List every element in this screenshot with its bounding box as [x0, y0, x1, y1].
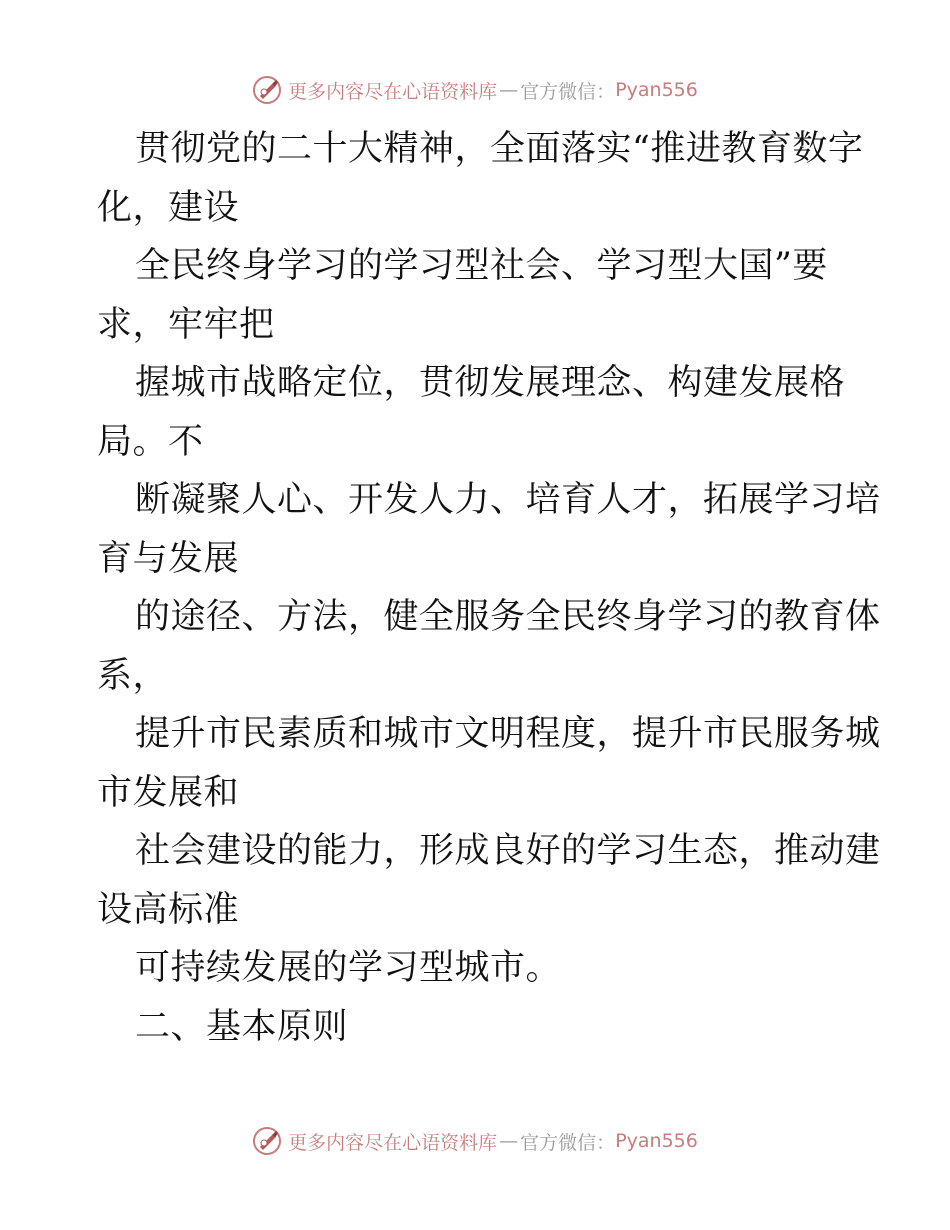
text-line: 断凝聚人心、开发人力、培育人才，拓展学习培: [135, 480, 881, 520]
watermark-text: 更多内容尽在心语资料库: [288, 1131, 498, 1154]
text-line: 握城市战略定位，贯彻发展理念、构建发展格: [135, 363, 846, 403]
text-line: 求，牢牢把: [97, 304, 275, 345]
text-line: 贯彻党的二十大精神，全面落实“推进教育数字: [135, 129, 864, 169]
watermark-text: 更多内容尽在心语资料库: [288, 80, 498, 103]
watermark-contact-label: 官方微信：: [520, 1131, 616, 1154]
pen-logo-icon: [252, 75, 282, 105]
text-line: 社会建设的能力，形成良好的学习生态，推动建: [135, 831, 881, 871]
watermark-contact-id: Pyan556: [615, 79, 698, 101]
text-line: 系，: [97, 655, 169, 696]
text-line: 化，建设: [97, 187, 240, 228]
text-line: 全民终身学习的学习型社会、学习型大国”要: [135, 246, 828, 286]
section-heading: 二、基本原则: [135, 1006, 349, 1047]
footer-watermark: [0, 1121, 950, 1161]
text-line: 的途径、方法，健全服务全民终身学习的教育体: [135, 597, 881, 637]
watermark-separator: —: [499, 1130, 519, 1152]
document-body: [97, 120, 881, 1056]
text-line: 提升市民素质和城市文明程度，提升市民服务城: [135, 714, 881, 754]
pen-logo-icon: [252, 1126, 282, 1156]
text-line: 设高标准: [97, 889, 240, 930]
text-line: 育与发展: [97, 538, 240, 579]
header-watermark: [0, 70, 950, 110]
watermark-contact-label: 官方微信：: [520, 80, 616, 103]
watermark-separator: —: [499, 79, 519, 101]
text-line: 局。不: [97, 421, 204, 462]
text-line: 可持续发展的学习型城市。: [135, 948, 562, 988]
watermark-contact-id: Pyan556: [615, 1130, 698, 1152]
text-line: 市发展和: [97, 772, 240, 813]
